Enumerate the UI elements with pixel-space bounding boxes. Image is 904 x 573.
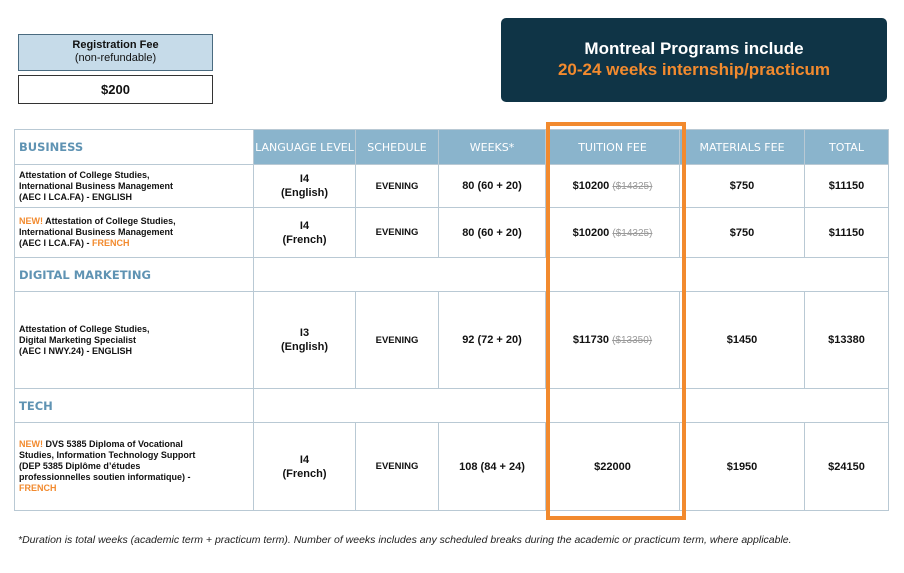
tuition-fee [546,208,680,258]
materials-fee: $1450 [680,292,805,389]
table-row [15,292,889,389]
program-name-line [19,439,249,450]
program-name [15,165,254,208]
language-code: I4 [299,173,310,185]
language-code: I4 [299,453,310,466]
language-name: (French) [282,233,327,246]
tuition-current: $10200 [572,226,610,239]
language-code: I4 [299,219,310,232]
language-level [254,423,356,511]
program-name [15,292,254,389]
program-name-line: Attestation of College Studies, [19,169,150,180]
tuition-original: ($13350) [612,335,653,346]
tuition-fee: $22000 [546,423,680,511]
registration-fee-subtitle: (non-refundable) [74,52,157,64]
schedule: EVENING [356,423,439,511]
program-name-line: Studies, Information Technology Support [19,450,196,460]
tuition-original: ($14325) [612,181,653,192]
weeks: 80 (60 + 20) [439,208,546,258]
registration-fee-title: Registration Fee [72,39,159,51]
header-language-level: LANGUAGE LEVEL [254,130,356,165]
category-business: BUSINESS [15,130,254,165]
montreal-programs-banner [501,18,887,102]
category-tech: TECH [15,389,254,423]
language-level [254,208,356,258]
program-name [15,208,254,258]
category-row [15,389,889,423]
program-name-line: Attestation of College Studies, [19,323,150,334]
program-name-line: (AEC I NWY.24) - ENGLISH [19,345,133,356]
tuition-fee [546,292,680,389]
category-digital-marketing: DIGITAL MARKETING [15,258,254,292]
category-spacer [254,389,889,423]
program-name-line: professionnelles soutien informatique) - [19,472,191,482]
registration-fee-amount: $200 [18,75,213,104]
banner-line-2: 20-24 weeks internship/practicum [557,60,831,79]
program-name-line: (AEC I LCA.FA) - ENGLISH [19,191,132,202]
programs-table [14,129,889,511]
program-name-text: Attestation of College Studies, [45,216,176,226]
total: $13380 [805,292,889,389]
header-tuition-fee: TUITION FEE [546,130,680,165]
weeks: 92 (72 + 20) [439,292,546,389]
materials-fee: $750 [680,208,805,258]
schedule: EVENING [356,165,439,208]
header-total: TOTAL [805,130,889,165]
program-name-text: DVS 5385 Diploma of Vocational [45,439,183,449]
program-name-line: Digital Marketing Specialist [19,334,137,345]
header-schedule: SCHEDULE [356,130,439,165]
materials-fee: $1950 [680,423,805,511]
program-name-line: (DEP 5385 Diplôme d’études [19,461,141,471]
header-materials-fee: MATERIALS FEE [680,130,805,165]
tuition-fee [546,165,680,208]
program-name-line [19,238,249,249]
table-row [15,208,889,258]
banner-line-1: Montreal Programs include [584,39,804,58]
materials-fee: $750 [680,165,805,208]
language-code: I3 [299,327,310,339]
registration-fee-header [18,34,213,71]
language-level [254,165,356,208]
language-name: (French) [282,467,327,480]
weeks: 108 (84 + 24) [439,423,546,511]
language-tag: FRENCH [19,483,57,493]
header-weeks: WEEKS* [439,130,546,165]
weeks: 80 (60 + 20) [439,165,546,208]
language-tag: FRENCH [92,238,130,248]
language-name: (English) [280,187,329,199]
category-spacer [254,258,889,292]
category-row [15,258,889,292]
tuition-current: $11730 [572,334,609,346]
program-name-text: (AEC I LCA.FA) - [19,238,92,248]
schedule: EVENING [356,292,439,389]
table-row [15,165,889,208]
language-level [254,292,356,389]
total: $24150 [805,423,889,511]
tuition-original: ($14325) [612,227,653,239]
new-badge: NEW! [19,216,43,226]
schedule: EVENING [356,208,439,258]
tuition-current: $10200 [572,180,610,192]
program-name-line: International Business Management [19,227,174,237]
table-row [15,423,889,511]
table-header-row [15,130,889,165]
program-name [15,423,254,511]
total: $11150 [805,165,889,208]
program-name-line [19,216,249,227]
language-name: (English) [280,341,329,353]
duration-footnote: *Duration is total weeks (academic term + practicum term). Number of weeks includes any scheduled breaks during the academic or practicum term, where applicable. [18,534,792,546]
program-name-line: International Business Management [19,180,174,191]
new-badge: NEW! [19,439,43,449]
total: $11150 [805,208,889,258]
